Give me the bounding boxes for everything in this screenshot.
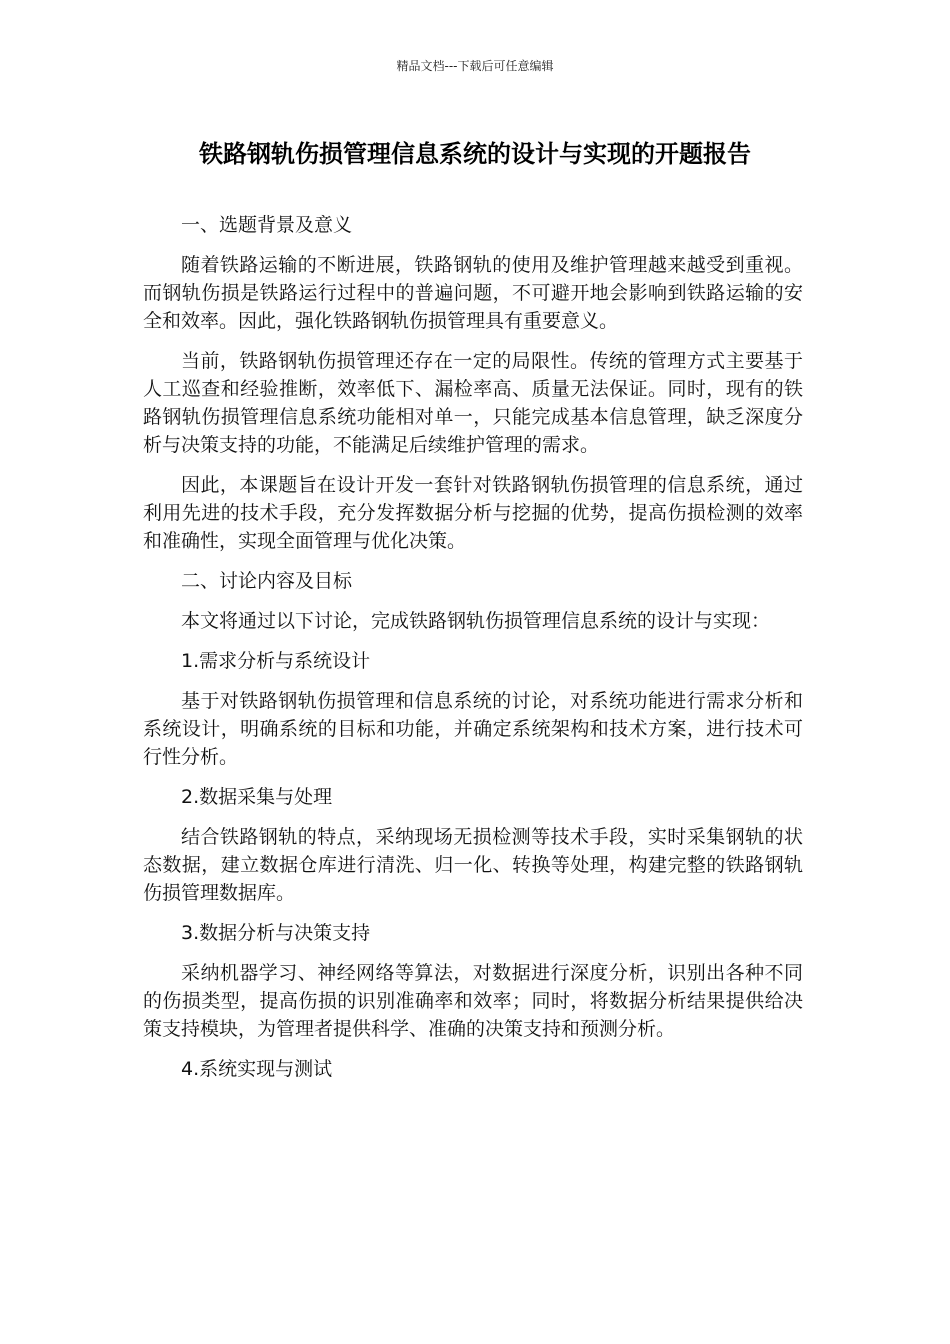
document-title: 铁路钢轨伤损管理信息系统的设计与实现的开题报告 (199, 140, 751, 168)
body-paragraph: 随着铁路运输的不断进展，铁路钢轨的使用及维护管理越来越受到重视。而钢轨伤损是铁路运行过程中的普遍问题，不可避开地会影响到铁路运输的安全和效率。因此，强化铁路钢轨伤损管理具有重要意义。 (143, 254, 803, 332)
document-body (143, 211, 803, 1095)
page-header: 精品文档---下载后可任意编辑 (396, 59, 554, 73)
body-paragraph: 结合铁路钢轨的特点，采纳现场无损检测等技术手段，实时采集钢轨的状态数据，建立数据仓库进行清洗、归一化、转换等处理，构建完整的铁路钢轨伤损管理数据库。 (143, 826, 803, 904)
section-heading-background: 一、选题背景及意义 (181, 214, 353, 236)
subheading-data-collection: 2.数据采集与处理 (181, 786, 333, 808)
body-paragraph: 采纳机器学习、神经网络等算法，对数据进行深度分析，识别出各种不同的伤损类型，提高伤损的识别准确率和效率；同时，将数据分析结果提供给决策支持模块，为管理者提供科学、准确的决策支持和预测分析。 (143, 962, 803, 1040)
body-paragraph: 基于对铁路钢轨伤损管理和信息系统的讨论，对系统功能进行需求分析和系统设计，明确系统的目标和功能，并确定系统架构和技术方案，进行技术可行性分析。 (143, 690, 803, 768)
subheading-data-analysis: 3.数据分析与决策支持 (181, 922, 371, 944)
section-heading-research: 二、讨论内容及目标 (181, 570, 353, 592)
body-paragraph: 本文将通过以下讨论，完成铁路钢轨伤损管理信息系统的设计与实现： (181, 610, 771, 632)
subheading-implementation: 4.系统实现与测试 (181, 1058, 333, 1080)
subheading-requirements: 1.需求分析与系统设计 (181, 650, 371, 672)
body-paragraph: 当前，铁路钢轨伤损管理还存在一定的局限性。传统的管理方式主要基于人工巡查和经验推断，效率低下、漏检率高、质量无法保证。同时，现有的铁路钢轨伤损管理信息系统功能相对单一，只能完成基本信息管理，缺乏深度分析与决策支持的功能，不能满足后续维护管理的需求。 (143, 350, 803, 456)
body-paragraph: 因此，本课题旨在设计开发一套针对铁路钢轨伤损管理的信息系统，通过利用先进的技术手段，充分发挥数据分析与挖掘的优势，提高伤损检测的效率和准确性，实现全面管理与优化决策。 (143, 474, 803, 552)
